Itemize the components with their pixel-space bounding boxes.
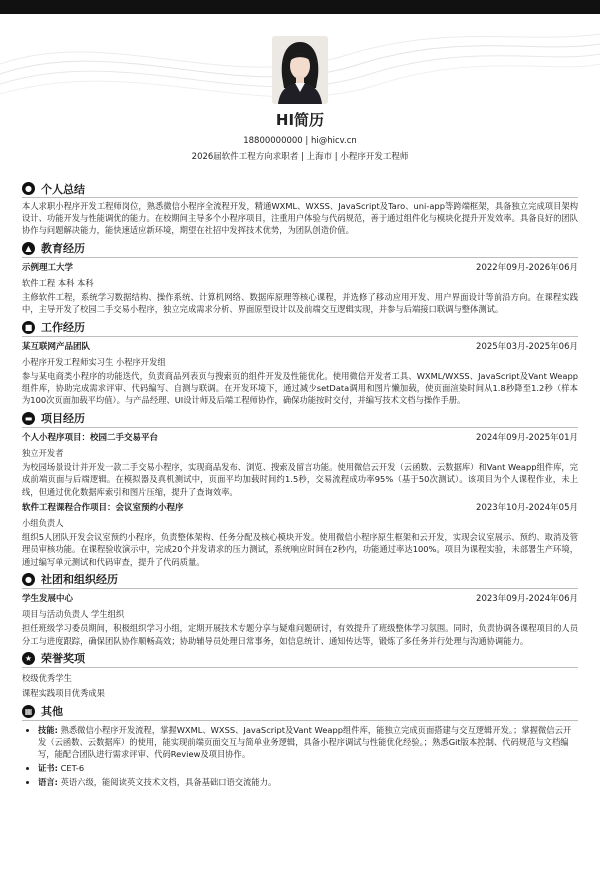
resume-content [22,180,578,790]
section-header [22,703,578,721]
section-summary [22,180,578,237]
entry-date: 2024年09月-2025年01月 [476,432,578,443]
item-label: 技能: [38,724,58,735]
entry-description: 担任班级学习委员期间，积极组织学习小组，定期开展技术专题分享与疑难问题研讨，有效提升了班级整体学习氛围。同时，负责协调各课程项目的人员分工与进度跟踪，确保团队协作顺畅高效；协助辅导员处理日常事务，如信息统计、通知传达等，锻炼了多任务并行处理与沟通协调能力。 [22,623,578,646]
entry-org: 软件工程课程合作项目：会议室预约小程序 [22,502,184,513]
section-title: 社团和组织经历 [41,573,118,587]
item-text: 英语六级，能阅读英文技术文档，具备基础口语交流能力。 [60,776,277,787]
item-text: CET-6 [60,762,85,773]
item-text: 熟悉微信小程序开发流程，掌握WXML、WXSS、JavaScript及Vant Weapp组件库，能独立完成页面搭建与交互逻辑开发。；掌握微信云开发（云函数、云数据库）的使用，能实现前端页面交互与简单业务逻辑，具备小程序调试与性能优化经验。；熟悉Git版本控制、代码规范与文档编写，能配合团队进行需求评审、代码Review及项目协作。 [38,724,572,759]
entry-org: 某互联网产品团队 [22,341,91,352]
trophy-icon: ★ [22,652,35,665]
entry-subtitle: 项目与活动负责人 学生组织 [22,609,125,620]
entry-date: 2025年03月-2025年06月 [476,341,578,352]
entry-date: 2022年09月-2026年06月 [476,262,578,273]
item-label: 语言: [38,776,58,787]
entry-subtitle: 小程序开发工程师实习生 小程序开发组 [22,357,166,368]
others-list [22,724,578,788]
section-header [22,180,578,198]
section-title: 项目经历 [41,412,85,426]
grid-icon: ▦ [22,705,35,718]
section-header [22,410,578,428]
list-item [38,762,578,774]
award-item: 校级优秀学生 [22,672,72,683]
section-header [22,571,578,589]
entry-date: 2023年10月-2024年05月 [476,502,578,513]
list-item [38,776,578,788]
briefcase-icon: ■ [22,321,35,334]
section-campus [22,571,578,647]
entry-subtitle: 小组负责人 [22,518,64,529]
section-header [22,240,578,258]
section-awards [22,650,578,699]
entry-description: 为校园场景设计并开发一款二手交易小程序，实现商品发布、浏览、搜索及留言功能。使用微信云开发（云函数、云数据库）和Vant Weapp组件库，完成前端页面与后端逻辑。在模拟器及真机测试中，页面平均加载时间约1.5秒，交易流程成功率95%（基于50次测试）。该项目为个人课程作业，未上线，但通过优化数据库索引和图片压缩，提升了查询效率。 [22,462,578,497]
top-bar [0,0,600,14]
job-intent: 2026届软件工程方向求职者 | 上海市 | 小程序开发工程师 [191,152,409,162]
entry-header [22,432,578,445]
section-projects [22,410,578,568]
section-work [22,319,578,407]
item-label: 证书: [38,762,58,773]
contact-info: 18800000000 | hi@hicv.cn [243,136,357,146]
group-icon: ● [22,573,35,586]
summary-text: 本人求职小程序开发工程师岗位，熟悉微信小程序全流程开发，精通WXML、WXSS、JavaScript及Taro、uni-app等跨端框架，具备独立完成项目架构设计、功能开发与性能调优的能力。在校期间主导多个小程序项目，注重用户体验与代码规范，善于通过组件化与模块化提升开发效率。具备良好的团队协作与问题解决能力，能快速适应新环境，期望在社招中发挥技术优势，为团队创造价值。 [22,201,578,236]
section-title: 荣誉奖项 [41,652,85,666]
entry-description: 组织5人团队开发会议室预约小程序，负责整体架构、任务分配及核心模块开发。使用微信小程序原生框架和云开发，实现会议室展示、预约、取消及管理员审核功能。在课程验收演示中，完成20个并发请求的压力测试，系统响应时间在2秒内，功能通过率达100%。项目为课程实验，未部署生产环境，通过编写单元测试和代码审查，提升了代码质量。 [22,532,578,567]
section-title: 其他 [41,705,63,719]
section-title: 个人总结 [41,182,85,196]
list-item [38,724,578,760]
person-icon: ● [22,182,35,195]
section-others [22,703,578,788]
section-title: 工作经历 [41,321,85,335]
graduation-cap-icon: ▲ [22,242,35,255]
entry-org: 示例理工大学 [22,262,74,273]
entry-description: 主修软件工程，系统学习数据结构、操作系统、计算机网络、数据库原理等核心课程，并选修了移动应用开发、用户界面设计等前沿方向。在课程实践中，主导开发了校园二手交易小程序，独立完成需求分析、界面原型设计以及前端交互逻辑实现，并参与后端接口联调与整体测试。 [22,292,578,315]
entry-org: 个人小程序项目：校园二手交易平台 [22,432,159,443]
section-header [22,319,578,337]
entry-org: 学生发展中心 [22,593,74,604]
section-education [22,240,578,316]
entry-date: 2023年09月-2024年06月 [476,593,578,604]
entry-header [22,593,578,606]
avatar [272,36,328,104]
entry-subtitle: 独立开发者 [22,448,64,459]
entry-header [22,502,578,515]
resume-name: HI简历 [275,111,325,129]
entry-header [22,262,578,275]
section-header [22,650,578,668]
entry-subtitle: 软件工程 本科 本科 [22,278,94,289]
award-item: 课程实践项目优秀成果 [22,687,105,698]
entry-description: 参与某电商类小程序的功能迭代，负责商品列表页与搜索页的组件开发及性能优化。使用微信开发者工具、WXML/WXSS、JavaScript及Vant Weapp组件库，协助完成需求评审、代码编写、自测与联调。在开发环境下，通过减少setData调用和图片懒加载，使页面渲染时间从1.8秒降至1.2秒（样本为100次页面加载平均值）。与产品经理、UI设计师及后端工程师协作，确保功能按时交付，并编写技术文档与操作手册。 [22,371,578,406]
resume-header [0,36,600,163]
folder-icon: ▬ [22,412,35,425]
entry-header [22,341,578,354]
section-title: 教育经历 [41,242,85,256]
